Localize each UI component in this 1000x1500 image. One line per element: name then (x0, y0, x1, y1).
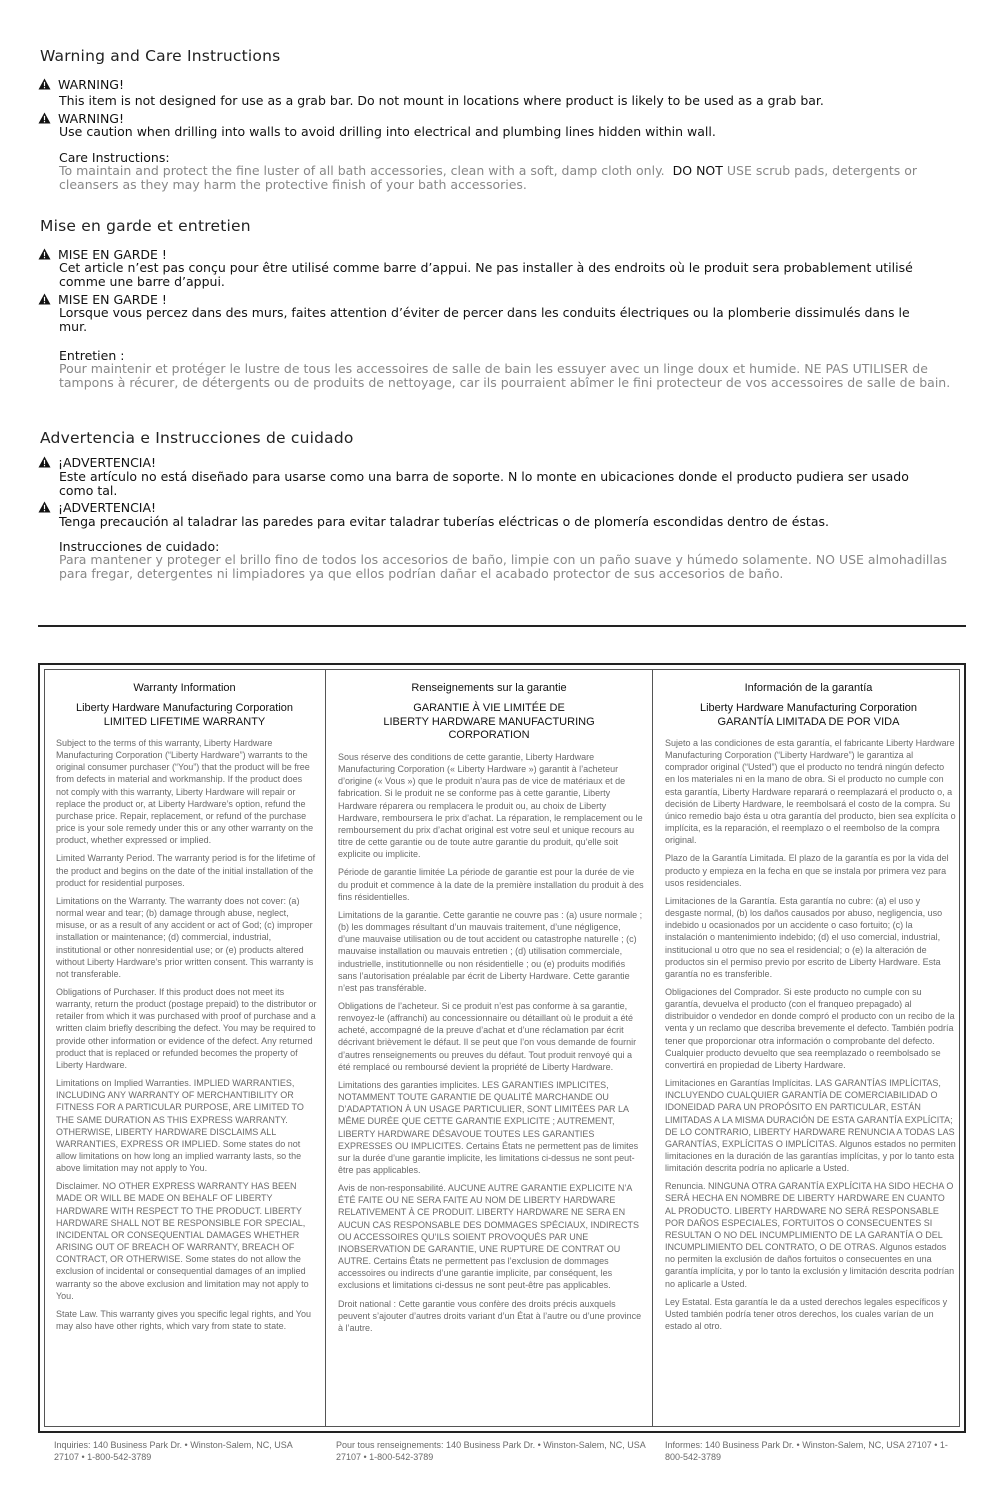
warranty-title (653, 702, 964, 729)
warranty-heading: Renseignements sur la garantie (411, 682, 567, 694)
warranty-title (44, 702, 325, 729)
column-divider (652, 669, 653, 1427)
warranty-title-line: LIBERTY HARDWARE MANUFACTURING CORPORATION (383, 715, 595, 741)
section-title: Mise en garde et entretien (40, 217, 251, 235)
warranty-title-line: Liberty Hardware Manufacturing Corporation (75, 702, 294, 714)
warning-text: Tenga precaución al taladrar las paredes para evitar taladrar tuberías eléctricas o de plomería escondidas dentro de éstas. (59, 514, 829, 529)
warranty-paragraph: Sujeto a las condiciones de esta garantía, el fabricante Liberty Hardware Manufacturing Corporation (“Liberty Hardware”) le garantiza al comprador original (“Usted”) que el producto no tendrá ningún defecto en los materiales ni en la mano de obra. Si el producto no cumple con esta garantía, Liberty Hardware reparará o reemplazará el producto o, a decisión de Liberty Hardware, le reembolsará el costo de la compra. Su único remedio bajo ésta u otra garantía del producto, bien sea explícita o implícita, es la reparación, el reemplazo o el reembolso de la compra original. (665, 738, 956, 846)
warranty-paragraph: Avis de non-responsabilité. AUCUNE AUTRE GARANTIE EXPLICITE N’A ÉTÉ FAITE OU NE SERA FAITE AU NOM DE LIBERTY HARDWARE RELATIVEMENT À CE PRODUIT. LIBERTY HARDWARE NE SERA EN AUCUN CAS RESPONSABLE DES DOMMAGES SPÉCIAUX, INDIRECTS OU ACCESSOIRES QU’ILS SOIENT PROVOQUÉS PAR UNE INOBSERVATION DE GARANTIE, UNE RUPTURE DE CONTRAT OU AUTRE. Certains États ne permettent pas l’exclusion de dommages accessoires ou indirects d’une garantie implicite, par conséquent, les exclusions et limitations ci-dessus ne sont peut-être pas applicables. (338, 1183, 640, 1291)
care-heading: Entretien : (59, 348, 125, 363)
warranty-paragraph: Renuncia. NINGUNA OTRA GARANTÍA EXPLÍCITA HA SIDO HECHA O SERÁ HECHA EN NOMBRE DE LIBERTY HARDWARE EN CUANTO AL PRODUCTO. LIBERTY HARDWARE NO SERÁ RESPONSABLE POR DAÑOS ESPECIALES, FORTUITOS O CONSECUENTES SI RESULTAN O NO DEL INCUMPLIMIENTO DE LA GARANTÍA O DEL INCUMPLIMIENTO DEL CONTRATO, O DE OTRAS. Algunos estados no permiten la exclusión de daños fortuitos o consecuentes en una garantía implícita, y por lo tanto la exclusión y limitación descrita podrían no aplicarle a Usted. (665, 1181, 955, 1289)
section-title: Warning and Care Instructions (40, 47, 281, 65)
warning-triangle-icon (38, 456, 52, 471)
warranty-body (338, 751, 644, 1340)
warranty-paragraph: Subject to the terms of this warranty, Liberty Hardware Manufacturing Corporation (“Liberty Hardware”) warrants to the original consumer purchaser (“You”) that the product will be free from defects in material and workmanship. If the product does not comply with this warranty, Liberty Hardware will repair or replace the product or, at Liberty Hardware’s option, refund the purchase price. Repair, replacement, or refund of the purchase price is your sole remedy under this or any other warranty on the product, whether expressed or implied. (56, 738, 314, 846)
column-divider (325, 669, 326, 1427)
warranty-title-line: GARANTIE À VIE LIMITÉE DE (413, 702, 565, 714)
care-text: Pour maintenir et protéger le lustre de tous les accessoires de salle de bain les essuyer avec un linge doux et humide. NE PAS UTILISER de tampons à récurer, de détergents ou de produits de nettoyage, car ils pourraient abîmer le fini protecteur de vos accessoires de salle de bain. (59, 361, 951, 390)
inquiries-footer-es: Informes: 140 Business Park Dr. • Winston-Salem, NC, USA 27107 • 1-800-542-3789 (665, 1440, 948, 1462)
warning-label: WARNING! (58, 77, 124, 92)
warranty-paragraph: Limitations de la garantie. Cette garantie ne couvre pas : (a) usure normale ; (b) les dommages résultant d’un mauvais traitement, d’une négligence, d’une mauvaise utilisation ou de tout accident ou catastrophe naturelle ; (c) mauvaise installation ou mauvais entretien ; (d) utilisation commerciale, industrielle, institutionnelle ou non résidentielle ; ou (e) produits modifiés sans l’autorisation préalable par écrit de Liberty Hardware. Cette garantie n’est pas transférable. (338, 909, 643, 993)
warning-label: WARNING! (58, 111, 124, 126)
section-title: Advertencia e Instrucciones de cuidado (40, 429, 354, 447)
warning-label: ¡ADVERTENCIA! (58, 500, 157, 515)
care-heading: Instrucciones de cuidado: (59, 539, 220, 554)
warranty-title-line: GARANTÍA LIMITADA DE POR VIDA (717, 715, 900, 728)
warning-text: Cet article n’est pas conçu pour être utilisé comme barre d’appui. Ne pas installer à des endroits où le produit sera probablement utilisé comme une barre d’appui. (59, 260, 913, 289)
warning-triangle-icon (38, 78, 52, 93)
inquiries-footer-en: Inquiries: 140 Business Park Dr. • Winston-Salem, NC, USA 27107 • 1-800-542-3789 (54, 1440, 293, 1462)
warranty-paragraph: Limitations on Implied Warranties. IMPLIED WARRANTIES, INCLUDING ANY WARRANTY OF MERCHANTIBILITY OR FITNESS FOR A PARTICULAR PURPOSE, ARE LIMITED TO THE SAME DURATION AS THIS EXPRESS WARRANTY. OTHERWISE, LIBERTY HARDWARE DISCLAIMS ALL WARRANTIES, EXPRESS OR IMPLIED. Some states do not allow limitations on how long an implied warranty lasts, so the above limitation may not apply to You. (56, 1078, 304, 1174)
warranty-title (326, 702, 652, 743)
warranty-box (38, 663, 966, 1433)
warranty-body (56, 737, 317, 1338)
warranty-paragraph: Obligaciones del Comprador. Si este producto no cumple con su garantía, devuelva el producto (con el franqueo prepagado) al distribuidor o vendedor en donde compró el producto con un recibo de la venta y un reclamo que describa brevemente el defecto. También podría tener que proporcionar otra información o comprobante del defecto. Cualquier producto devuelto que sea reemplazado o reembolsado se convertirá en propiedad de Liberty Hardware. (665, 986, 955, 1070)
warning-triangle-icon (38, 293, 52, 308)
section-divider (38, 625, 966, 627)
warranty-paragraph: Limitations on the Warranty. The warranty does not cover: (a) normal wear and tear; (b) damage through abuse, neglect, misuse, or as a result of any accident or act of God; (c) improper installation or maintenance; (d) commercial, industrial, institutional or other nonresidential use; or (e) products altered without Liberty Hardware’s prior written consent. This warranty is not transferable. (56, 895, 314, 979)
warranty-paragraph: Droit national : Cette garantie vous confère des droits précis auxquels peuvent s’ajouter d’autres droits variant d’un État à l’autre ou d’une province à l’autre. (338, 1298, 642, 1333)
warning-label: ¡ADVERTENCIA! (58, 455, 157, 470)
warranty-paragraph: Limitaciones de la Garantía. Esta garantía no cubre: (a) el uso y desgaste normal, (b) los daños causados por abuso, negligencia, uso indebido u ocasionados por un accidente o caso fortuito; (c) la instalación o mantenimiento indebido; (d) el uso comercial, industrial, institucional u otro que no sea el residencial; o (e) la alteración de productos sin el permiso previo por escrito de Liberty Hardware. Esta garantía no es transferible. (665, 895, 943, 979)
care-instructions (0, 0, 1000, 620)
warranty-heading: Información de la garantía (744, 682, 873, 694)
warranty-paragraph: Plazo de la Garantía Limitada. El plazo de la garantía es por la vida del producto y empieza en la fecha en que se instala por primera vez para usos residenciales. (665, 853, 949, 888)
care-heading: Care Instructions: (59, 150, 170, 165)
warning-triangle-icon (38, 112, 52, 127)
warranty-paragraph: Obligations de l’acheteur. Si ce produit n’est pas conforme à sa garantie, renvoyez-le (affranchi) au concessionnaire ou détaillant où le produit a été acheté, accompagné de la preuve d’achat et d’une réclamation par écrit décrivant brièvement le défaut. Il se peut que l’on vous demande de fournir d’autres renseignements ou preuves du défaut. Tout produit renvoyé qui a été remplacé ou remboursé devient la propriété de Liberty Hardware. (338, 1000, 637, 1072)
warning-label: MISE EN GARDE ! (58, 292, 167, 307)
warranty-paragraph: Limitaciones en Garantías Implícitas. LAS GARANTÍAS IMPLÍCITAS, INCLUYENDO CUALQUIER GARANTÍA DE COMERCIABILIDAD O IDONEIDAD PARA UN PROPÓSITO EN PARTICULAR, ESTÁN LIMITADAS A LA MISMA DURACIÓN DE ESTA GARANTÍA EXPLÍCITA; DE LO CONTRARIO, LIBERTY HARDWARE RENUNCIA A TODAS LAS GARANTÍAS, EXPLÍCITAS O IMPLÍCITAS. Algunos estados no permiten limitaciones en la duración de las garantías implícitas, y por lo tanto esta limitación descrita podría no aplicarle a Usted. (665, 1078, 956, 1174)
warranty-paragraph: Limitations des garanties implicites. LES GARANTIES IMPLICITES, NOTAMMENT TOUTE GARANTIE DE QUALITÉ MARCHANDE OU D’ADAPTATION À UN USAGE PARTICULIER, SONT LIMITÉES PAR LA MÊME DURÉE QUE CETTE GARANTIE EXPLICITE ; AUTREMENT, LIBERTY HARDWARE DÉSAVOUE TOUTES LES GARANTIES EXPRESSES OU IMPLICITES. Certains États ne permettent pas de limites sur la durée d’une garantie implicite, les limitations ci-dessus ne sont peut-être pas applicables. (338, 1079, 639, 1175)
warranty-paragraph: Obligations of Purchaser. If this product does not meet its warranty, return the product (postage prepaid) to the distributor or retailer from which it was purchased with proof of purchase and a written claim briefly describing the defect. You may be required to provide other information or evidence of the defect. Any returned product that is replaced or refunded becomes the property of Liberty Hardware. (56, 986, 317, 1070)
warranty-paragraph: Limited Warranty Period. The warranty period is for the lifetime of the product and begins on the date of the initial installation of the product for residential purposes. (56, 853, 316, 888)
care-text: Para mantener y proteger el brillo fino de todos los accesorios de baño, limpie con un paño suave y húmedo solamente. NO USE almohadillas para fregar, detergentes ni limpiadores ya que ellos podrían dañar el acabado protector de sus accesorios de baño. (59, 552, 947, 581)
warranty-title-line: LIMITED LIFETIME WARRANTY (103, 715, 266, 728)
care-text (59, 164, 959, 192)
warning-label: MISE EN GARDE ! (58, 247, 167, 262)
warning-text: Use caution when drilling into walls to avoid drilling into electrical and plumbing lines hidden within wall. (59, 124, 716, 139)
warning-text: Lorsque vous percez dans des murs, faites attention d’éviter de percer dans les conduits électriques ou la plomberie dissimulés dans le mur. (59, 305, 910, 334)
care-text-part2: USE scrub pads, detergents or cleansers as they may harm the protective finish of your bath accessories. (59, 163, 918, 192)
warranty-heading: Warranty Information (133, 682, 236, 694)
inquiries-footer-fr: Pour tous renseignements: 140 Business Park Dr. • Winston-Salem, NC, USA 27107 • 1-800-542-3789 (336, 1440, 646, 1462)
care-emphasis: DO NOT (672, 163, 723, 178)
warranty-paragraph: Période de garantie limitée La période de garantie est pour la durée de vie du produit et commence à la date de la première installation du produit à des fins résidentielles. (338, 867, 644, 902)
warranty-paragraph: Ley Estatal. Esta garantía le da a usted derechos legales específicos y Usted también podría tener otros derechos, los cuales varían de un estado al otro. (665, 1296, 948, 1332)
warning-heading (38, 77, 124, 93)
warning-triangle-icon (38, 248, 52, 263)
warning-text: Este artículo no está diseñado para usarse como una barra de soporte. N lo monte en ubicaciones donde el producto pudiera ser usado como tal. (59, 469, 909, 498)
care-text-part1: To maintain and protect the fine luster of all bath accessories, clean with a soft, damp cloth only. (59, 163, 665, 178)
warranty-paragraph: State Law. This warranty gives you specific legal rights, and You may also have other rights, which vary from state to state. (56, 1308, 311, 1332)
warranty-title-line: Liberty Hardware Manufacturing Corporation (699, 702, 918, 714)
warning-text: This item is not designed for use as a grab bar. Do not mount in locations where product is likely to be used as a grab bar. (59, 93, 824, 108)
warranty-paragraph: Sous réserve des conditions de cette garantie, Liberty Hardware Manufacturing Corporation (« Liberty Hardware ») garantit à l’acheteur d’origine (« Vous ») que le produit n’aura pas de vice de matériaux et de fabrication. Si le produit ne se conforme pas à cette garantie, Liberty Hardware réparera ou remplacera le produit ou, au choix de Liberty Hardware, remboursera le prix d’achat. La réparation, le remplacement ou le remboursement du prix d’achat original est votre seul et unique recours au titre de cette garantie ou de toute autre garantie du produit, qu’elle soit explicite ou implicite. (338, 752, 643, 860)
warranty-body (665, 737, 956, 1338)
warning-triangle-icon (38, 501, 52, 516)
warranty-paragraph: Disclaimer. NO OTHER EXPRESS WARRANTY HAS BEEN MADE OR WILL BE MADE ON BEHALF OF LIBERTY HARDWARE WITH RESPECT TO THE PRODUCT. LIBERTY HARDWARE SHALL NOT BE RESPONSIBLE FOR SPECIAL, INCIDENTAL OR CONSEQUENTIAL DAMAGES WHETHER ARISING OUT OF BREACH OF WARRANTY, BREACH OF CONTRACT, OR OTHERWISE. Some states do not allow the exclusion of incidental or consequential damages of an implied warranty so the above exclusion and limitation may not apply to You. (56, 1181, 309, 1301)
